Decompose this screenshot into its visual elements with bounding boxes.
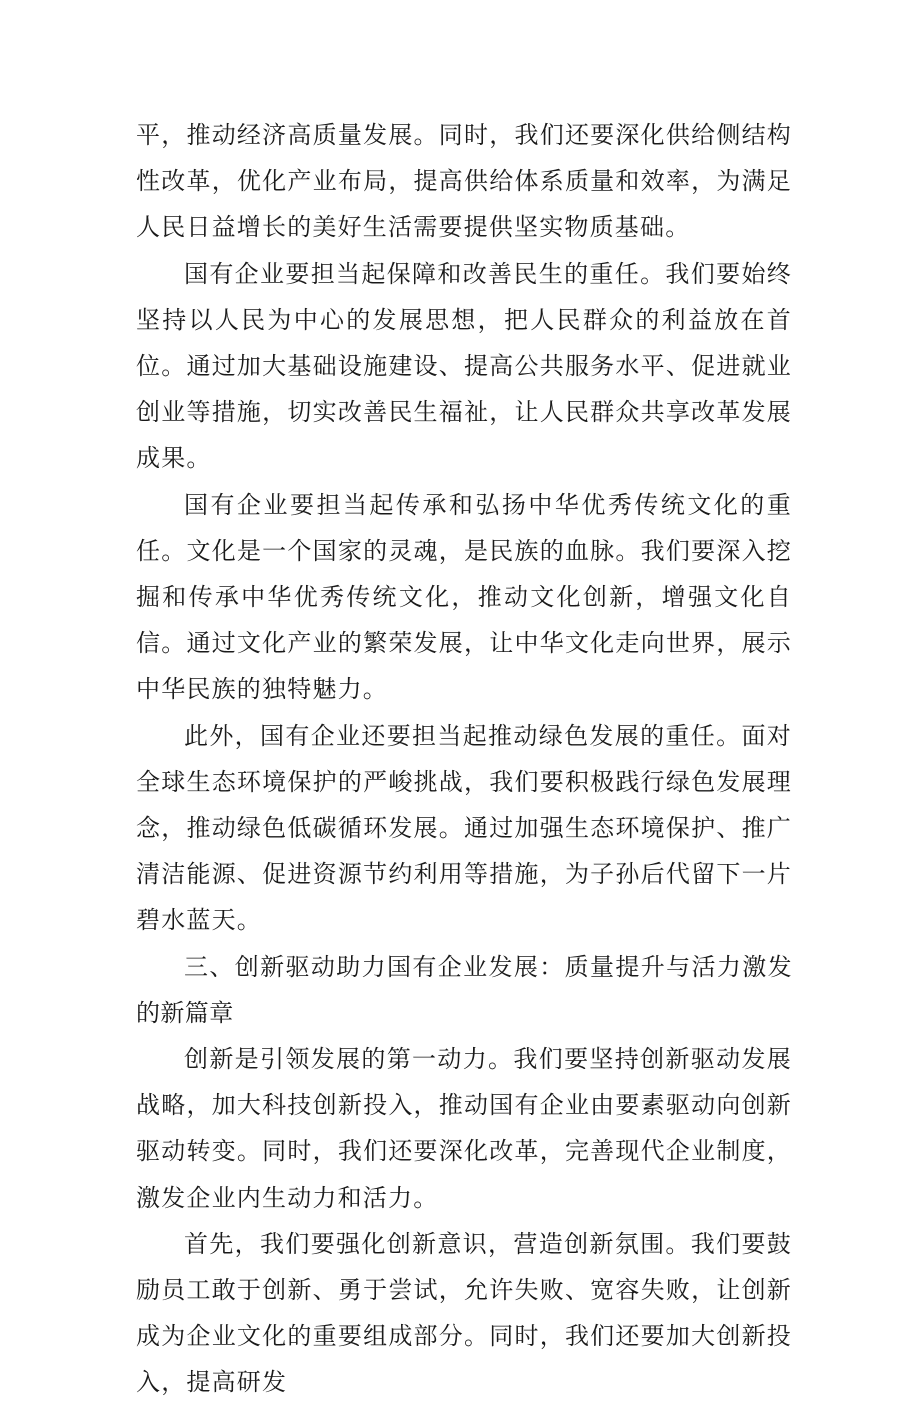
paragraph-culture: 国有企业要担当起传承和弘扬中华优秀传统文化的重任。文化是一个国家的灵魂，是民族的血脉。我们要深入挖掘和传承中华优秀传统文化，推动文化创新，增强文化自信。通过文化产业的繁荣发展，让中华文化走向世界，展示中华民族的独特魅力。 [136, 490, 792, 704]
document-body [136, 112, 792, 1406]
section-heading: 三、创新驱动助力国有企业发展：质量提升与活力激发的新篇章 [136, 952, 792, 1027]
paragraph-green-development: 此外，国有企业还要担当起推动绿色发展的重任。面对全球生态环境保护的严峻挑战，我们要积极践行绿色发展理念，推动绿色低碳循环发展。通过加强生态环境保护、推广清洁能源、促进资源节约利用等措施，为子孙后代留下一片碧水蓝天。 [136, 721, 792, 935]
paragraph-innovation: 创新是引领发展的第一动力。我们要坚持创新驱动发展战略，加大科技创新投入，推动国有企业由要素驱动向创新驱动转变。同时，我们还要深化改革，完善现代企业制度，激发企业内生动力和活力。 [136, 1045, 792, 1212]
paragraph-innovation-awareness: 首先，我们要强化创新意识，营造创新氛围。我们要鼓励员工敢于创新、勇于尝试，允许失败、宽容失败，让创新成为企业文化的重要组成部分。同时，我们还要加大创新投入，提高研发 [136, 1229, 792, 1397]
paragraph-continued: 平，推动经济高质量发展。同时，我们还要深化供给侧结构性改革，优化产业布局，提高供给体系质量和效率，为满足人民日益增长的美好生活需要提供坚实物质基础。 [136, 121, 792, 242]
paragraph-livelihood: 国有企业要担当起保障和改善民生的重任。我们要始终坚持以人民为中心的发展思想，把人民群众的利益放在首位。通过加大基础设施建设、提高公共服务水平、促进就业创业等措施，切实改善民生福祉，让人民群众共享改革发展成果。 [136, 259, 792, 473]
